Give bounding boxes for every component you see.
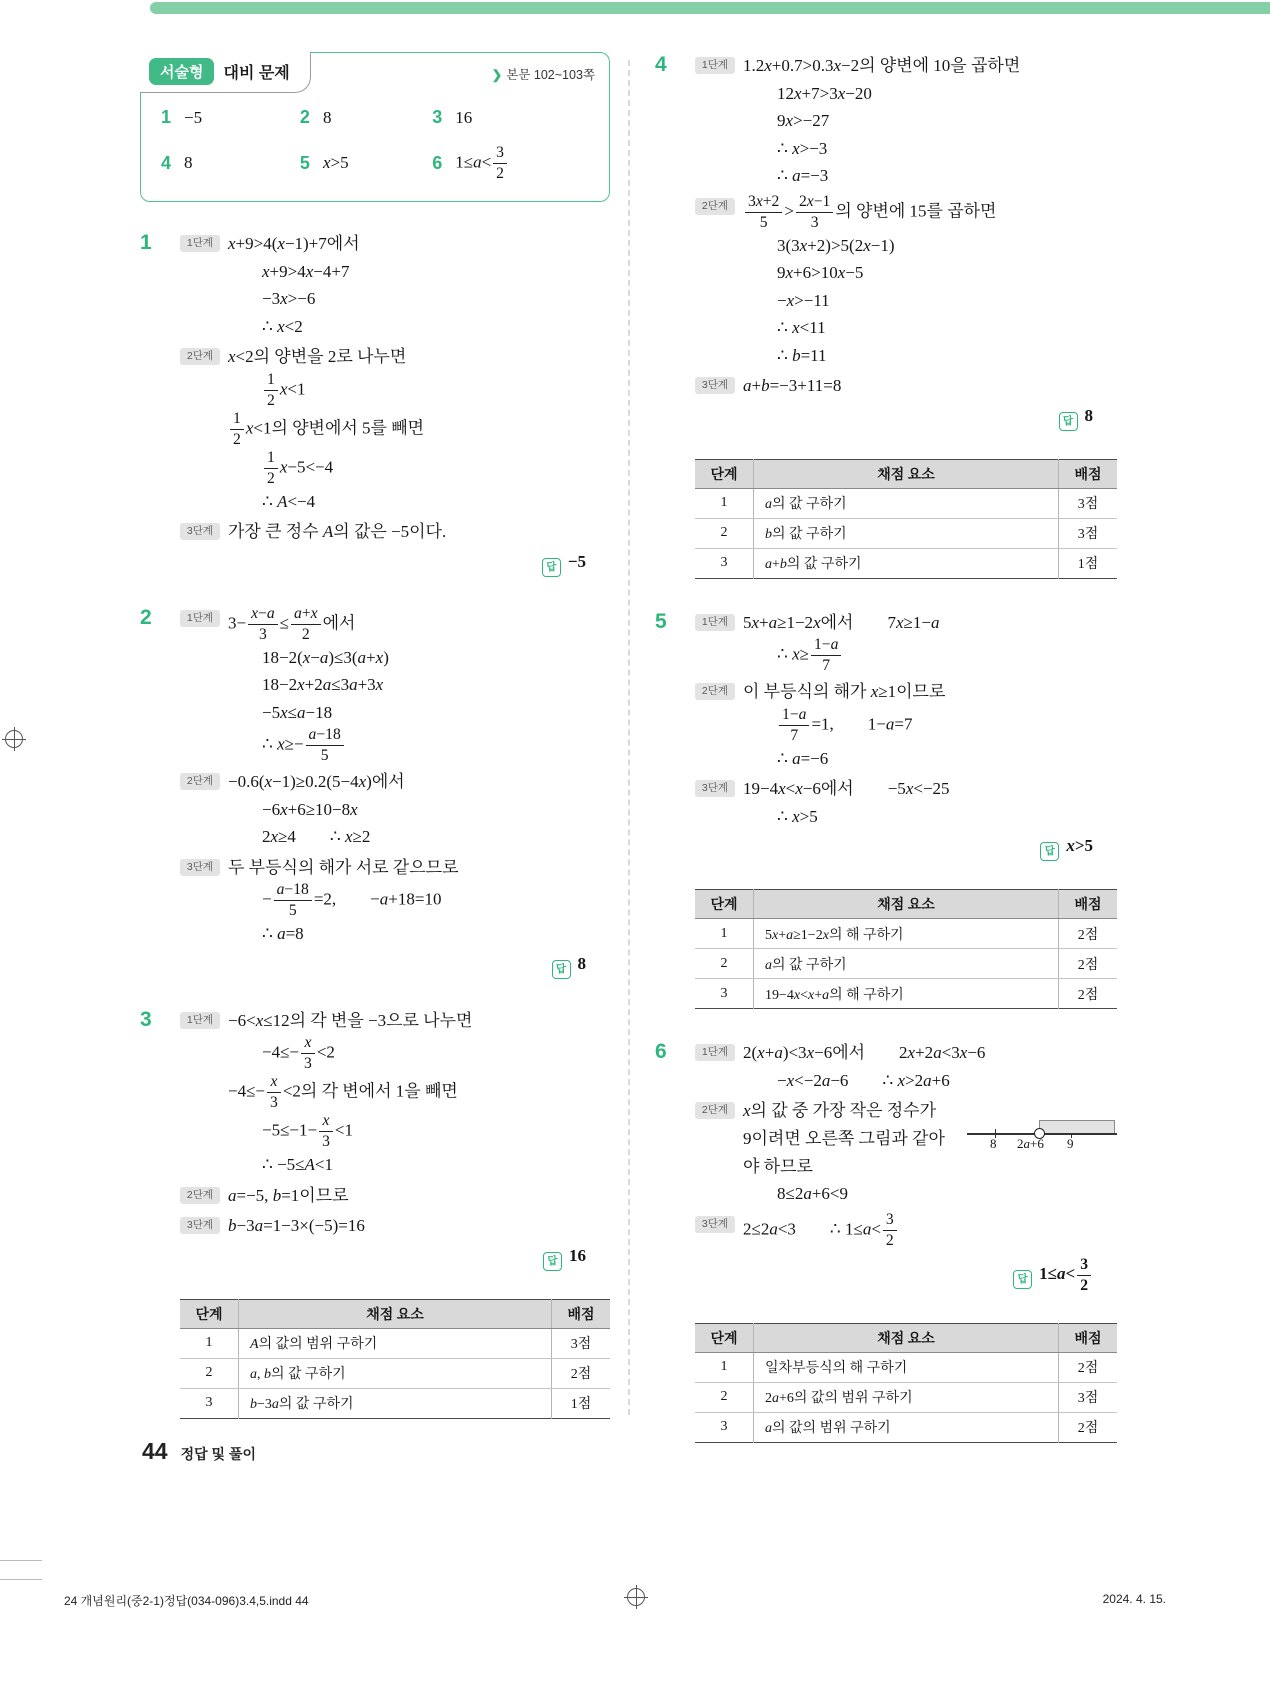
answer-value: 8 (577, 953, 586, 973)
solution-step (180, 605, 610, 766)
fraction: $\frac{a-18}{5}$ (274, 881, 312, 920)
math-line: x+9>4x−4+7 (262, 261, 350, 281)
rubric-row (695, 548, 1117, 578)
answer-icon: 답 (1040, 842, 1059, 861)
answer-value: 8 (184, 153, 193, 173)
answer-item (432, 144, 591, 183)
rubric-points: 2점 (1059, 919, 1118, 949)
math-line: −5≤−1− $\frac{x}{3}$ <1 (262, 1112, 353, 1151)
fraction: $\frac{x-a}{3}$ (248, 605, 278, 644)
answer-value: 8 (322, 107, 332, 127)
solution-step (180, 343, 610, 515)
page-footer (142, 1438, 256, 1465)
step-lines (228, 1182, 610, 1210)
step-lines (228, 343, 610, 515)
problem-number: 4 (655, 53, 667, 76)
math-line: $\frac{1}{2}$ x<1의 양변에서 5를 빼면 (228, 410, 610, 449)
step-badge: 2단계 (695, 198, 735, 215)
rubric-header-row (695, 459, 1117, 488)
step-badge: 1단계 (180, 610, 220, 627)
solution-step (180, 1007, 610, 1179)
math-line: 18−2x+2a≤3a+3x (262, 675, 384, 695)
answer-line (180, 552, 586, 577)
math-line: 12x+7>3x−20 (777, 83, 872, 103)
math-line: 3− $\frac{x-a}{3}$ ≤ $\frac{a+x}{2}$ 에서 (228, 604, 356, 643)
solution-step (695, 193, 1117, 370)
rubric-points: 3점 (1059, 518, 1118, 548)
fraction: $\frac{2x-1}{3}$ (796, 193, 833, 232)
step-lines (743, 372, 1117, 400)
step-lines (228, 1007, 610, 1179)
answer-number: 3 (432, 107, 443, 127)
math-line: ∴ a=8 (262, 924, 304, 944)
rubric-header-cell: 배점 (1059, 459, 1118, 488)
problem-4 (655, 52, 1117, 433)
rubric-row (695, 919, 1117, 949)
section-title: 대비 문제 (223, 65, 290, 82)
answer-icon: 답 (1013, 1270, 1032, 1289)
fraction: $\frac{x}{3}$ (267, 1073, 281, 1112)
rubric-header-cell: 채점 요소 (754, 890, 1059, 919)
problem-body (695, 609, 1117, 864)
fraction: $\frac{1-a}{7}$ (779, 706, 809, 745)
step-lines (743, 678, 1117, 772)
problem-2 (140, 605, 610, 981)
math-line: 9x+6>10x−5 (777, 263, 864, 283)
top-accent-bar (150, 2, 1270, 14)
step-badge: 1단계 (695, 57, 735, 74)
math-line: 1.2x+0.7>0.3x−2의 양변에 10을 곱하면 (743, 56, 1021, 75)
rubric-header-cell: 채점 요소 (754, 1323, 1059, 1352)
answer-line (695, 1256, 1093, 1295)
answer-number: 6 (432, 152, 443, 173)
rubric-header-cell: 단계 (180, 1299, 239, 1328)
rubric-criteria: a의 값의 범위 구하기 (754, 1412, 1059, 1442)
rubric-criteria: b의 값 구하기 (754, 518, 1059, 548)
answer-list (157, 107, 595, 183)
step-badge: 1단계 (180, 1012, 220, 1029)
solution-step (695, 775, 1117, 830)
solution-step (695, 678, 1117, 772)
answer-number: 1 (161, 107, 172, 127)
solution-step (695, 1097, 1117, 1207)
axis-label: 8 (990, 1136, 997, 1152)
rubric-step: 1 (180, 1328, 239, 1358)
rubric-header-row (695, 890, 1117, 919)
rubric-row (695, 488, 1117, 518)
math-line: 18−2(x−a)≤3(a+x) (262, 647, 389, 667)
rubric-points: 2점 (1059, 949, 1118, 979)
math-line: −4≤− $\frac{x}{3}$ <2의 각 변에서 1을 빼면 (228, 1073, 458, 1112)
fraction: $\frac{x}{3}$ (319, 1112, 333, 1151)
section-tab (140, 52, 311, 93)
step-badge: 2단계 (695, 683, 735, 700)
solution-step (695, 52, 1117, 190)
rubric-criteria: 5x+a≥1−2x의 해 구하기 (754, 919, 1059, 949)
page-reference (492, 65, 595, 83)
math-line: x<2의 양변을 2로 나누면 (228, 347, 407, 367)
rubric-criteria: 19−4x<x+a의 해 구하기 (754, 979, 1059, 1009)
math-line: ∴ b=11 (777, 345, 827, 365)
step-lines (228, 518, 610, 546)
answer-line (695, 406, 1093, 431)
step-badge: 1단계 (180, 235, 220, 252)
rubric-row (695, 1412, 1117, 1442)
step-lines (743, 609, 1117, 676)
math-line: 2x≥4 ∴ x≥2 (262, 827, 371, 847)
answer-icon: 답 (1059, 412, 1078, 431)
chevron-right-icon: ❯ (491, 68, 503, 82)
math-line: ∴ x<2 (262, 316, 303, 336)
step-badge: 3단계 (695, 780, 735, 797)
rubric-step: 3 (720, 555, 728, 571)
rubric-row (695, 1382, 1117, 1412)
problem-number: 3 (140, 1007, 152, 1031)
solution-step (695, 1211, 1117, 1250)
page-number: 44 (142, 1438, 168, 1464)
rubric-step: 2 (695, 1382, 754, 1412)
math-line: $\frac{3x+2}{5}$ > $\frac{2x-1}{3}$ 의 양변에 15를 곱하면 (743, 193, 1117, 232)
math-line: 9x>−27 (777, 111, 830, 131)
step-badge: 1단계 (695, 1044, 735, 1061)
answer-item (300, 107, 432, 128)
fraction: $\frac{a+x}{2}$ (291, 605, 321, 644)
math-line: 3(3x+2)>5(2x−1) (777, 235, 895, 255)
rubric-points: 2점 (1059, 1412, 1118, 1442)
grading-table (695, 459, 1117, 579)
problem-body (180, 605, 610, 981)
answer-line (180, 1246, 586, 1271)
solution-step (695, 372, 1117, 400)
rubric-table (180, 1299, 610, 1419)
math-line: −x<−2a−6 ∴ x>2a+6 (777, 1070, 950, 1090)
problem-number: 6 (655, 1040, 667, 1064)
rubric-row (180, 1388, 610, 1418)
answer-line (695, 836, 1093, 861)
step-lines (228, 605, 610, 766)
problem-1 (140, 230, 610, 579)
registration-bars (0, 1560, 42, 1580)
rubric-row (695, 949, 1117, 979)
rubric-criteria: a의 값 구하기 (754, 488, 1059, 518)
answer-value: x>5 (322, 153, 349, 173)
step-lines (743, 52, 1117, 190)
rubric-header-row (180, 1299, 610, 1328)
math-line: $\frac{1}{2}$ x<1 (262, 371, 610, 410)
step-lines (743, 1211, 1117, 1250)
answer-item (432, 107, 591, 128)
column-divider (628, 60, 630, 1415)
answer-value: 8 (1084, 405, 1093, 425)
page-reference-text: 본문 102~103쪽 (506, 68, 595, 82)
rubric-step: 2 (695, 518, 754, 548)
rubric-criteria: 2a+6의 값의 범위 구하기 (754, 1382, 1059, 1412)
math-line: −x>−11 (777, 290, 830, 310)
fraction: $\frac{a-18}{5}$ (306, 726, 344, 765)
step-lines (743, 1039, 1117, 1094)
solution-step (180, 854, 610, 948)
math-line: 5x+a≥1−2x에서 7x≥1−a (743, 612, 940, 632)
math-line: x의 값 중 가장 작은 정수가 (743, 1101, 937, 1121)
rubric-step: 2 (695, 949, 754, 979)
step-lines (743, 775, 1117, 830)
step-badge: 2단계 (180, 1187, 220, 1204)
problem-3 (140, 1007, 610, 1273)
rubric-step: 3 (720, 985, 728, 1001)
math-line: ∴ x≥− $\frac{a-18}{5}$ (262, 726, 610, 765)
answer-value: 1≤a< $\frac{3}{2}$ (1039, 1264, 1093, 1283)
solution-step (180, 1212, 610, 1240)
rubric-criteria: a+b의 값 구하기 (754, 548, 1059, 578)
step-lines (743, 193, 1117, 370)
rubric-step: 1 (695, 1352, 754, 1382)
step-lines (228, 854, 610, 948)
math-line: ∴ x≥ $\frac{1-a}{7}$ (777, 636, 1117, 675)
file-info: 24 개념원리(중2-1)정답(034-096)3.4,5.indd 44 (64, 1594, 309, 1608)
rubric-table (695, 459, 1117, 579)
registration-mark (5, 730, 23, 748)
rubric-step: 2 (180, 1358, 239, 1388)
fraction: $\frac{1}{2}$ (264, 449, 278, 488)
math-line: 야 하므로 (743, 1156, 813, 1176)
fraction: $\frac{3}{2}$ (883, 1211, 897, 1250)
step-badge: 3단계 (180, 523, 220, 540)
solution-step (180, 1182, 610, 1210)
math-line: 8≤2a+6<9 (777, 1184, 849, 1204)
step-badge: 2단계 (180, 773, 220, 790)
answer-summary-box (140, 52, 610, 202)
rubric-row (695, 1352, 1117, 1382)
problem-body (180, 1007, 610, 1273)
step-badge: 1단계 (695, 614, 735, 631)
math-line: ∴ A<−4 (262, 491, 316, 511)
math-line: 9이려면 오른쪽 그림과 같아 (743, 1129, 945, 1148)
rubric-header-cell: 단계 (695, 459, 754, 488)
grading-table (695, 889, 1117, 1009)
math-line: 이 부등식의 해가 x≥1이므로 (743, 682, 946, 702)
math-line: ∴ x>−3 (777, 138, 828, 158)
rubric-table (695, 1323, 1117, 1443)
rubric-header-cell: 단계 (695, 1323, 754, 1352)
answer-number: 5 (299, 152, 310, 173)
answer-value: x>5 (1066, 836, 1093, 856)
math-line: −4≤− $\frac{x}{3}$ <2 (262, 1034, 335, 1073)
math-line: 가장 큰 정수 A의 값은 −5이다. (228, 522, 447, 542)
rubric-row (180, 1358, 610, 1388)
rubric-header-cell: 배점 (1059, 1323, 1118, 1352)
math-line: ∴ x<11 (777, 318, 826, 338)
step-badge: 2단계 (695, 1102, 735, 1119)
rubric-header-cell: 배점 (552, 1299, 611, 1328)
fraction: $\frac{1-a}{7}$ (811, 636, 841, 675)
rubric-points: 2점 (552, 1358, 611, 1388)
fraction: $\frac{1}{2}$ (230, 410, 244, 449)
rubric-points: 1점 (1059, 548, 1118, 578)
math-line: 19−4x<x−6에서 −5x<−25 (743, 779, 950, 799)
answer-value: 1≤a< $\frac{3}{2}$ (455, 144, 509, 183)
solution-step (695, 609, 1117, 676)
math-line: ∴ a=−6 (777, 748, 829, 768)
math-line: ∴ −5≤A<1 (262, 1155, 333, 1175)
problem-number: 5 (655, 609, 667, 633)
problem-6 (655, 1039, 1117, 1296)
rubric-row (695, 518, 1117, 548)
step-lines (228, 230, 610, 340)
rubric-header-cell: 배점 (1059, 890, 1118, 919)
rubric-criteria: 일차부등식의 해 구하기 (754, 1352, 1059, 1382)
math-line: ∴ a=−3 (777, 166, 829, 186)
rubric-criteria: a의 값 구하기 (754, 949, 1059, 979)
section-badge: 서술형 (149, 58, 214, 85)
right-column (655, 52, 1117, 1473)
answer-number: 2 (299, 107, 310, 127)
rubric-header-row (695, 1323, 1117, 1352)
math-line: b−3a=1−3×(−5)=16 (228, 1216, 365, 1236)
step-lines (228, 1212, 610, 1240)
rubric-points: 3점 (1059, 1382, 1118, 1412)
axis-label: 2a+6 (1017, 1136, 1044, 1152)
solution-step (180, 230, 610, 340)
math-line: $\frac{1-a}{7}$ =1, 1−a=7 (777, 706, 1117, 745)
registration-mark (627, 1588, 645, 1606)
answer-icon: 답 (552, 960, 571, 979)
problem-5 (655, 609, 1117, 864)
left-column (140, 52, 610, 1449)
rubric-criteria: A의 값의 범위 구하기 (239, 1328, 552, 1358)
math-line: 2(x+a)<3x−6에서 2x+2a<3x−6 (743, 1043, 986, 1063)
math-line: x+9>4(x−1)+7에서 (228, 233, 360, 253)
rubric-points: 2점 (1059, 979, 1118, 1009)
fraction: $\frac{3}{2}$ (493, 144, 507, 183)
fraction: $\frac{1}{2}$ (264, 371, 278, 410)
answer-line (180, 954, 586, 979)
rubric-criteria: a, b의 값 구하기 (239, 1358, 552, 1388)
rubric-header-cell: 채점 요소 (754, 459, 1059, 488)
answer-item (300, 144, 432, 183)
math-line: −5x≤a−18 (262, 702, 333, 722)
rubric-header-cell: 채점 요소 (239, 1299, 552, 1328)
step-badge: 3단계 (695, 1216, 735, 1233)
math-line: $\frac{1}{2}$ x−5<−4 (262, 449, 610, 488)
rubric-points: 1점 (552, 1388, 611, 1418)
axis-label: 9 (1067, 1136, 1074, 1152)
answer-value: 16 (455, 107, 473, 127)
fraction: $\frac{3x+2}{5}$ (745, 193, 782, 232)
math-line: −0.6(x−1)≥0.2(5−4x)에서 (228, 772, 405, 792)
step-badge: 3단계 (695, 377, 735, 394)
fraction: $\frac{x}{3}$ (301, 1034, 315, 1073)
rubric-criteria: b−3a의 값 구하기 (239, 1388, 552, 1418)
math-line: ∴ x>5 (777, 806, 818, 826)
math-line: a+b=−3+11=8 (743, 376, 842, 396)
grading-table (180, 1299, 610, 1419)
rubric-points: 3점 (552, 1328, 611, 1358)
rubric-step: 3 (720, 1419, 728, 1435)
answer-icon: 답 (543, 1252, 562, 1271)
fraction: $\frac{3}{2}$ (1077, 1256, 1091, 1295)
rubric-step: 1 (695, 488, 754, 518)
step-lines (743, 1097, 1117, 1207)
answer-item (161, 144, 300, 183)
step-badge: 3단계 (180, 859, 220, 876)
problem-body (180, 230, 610, 579)
solution-step (180, 768, 610, 851)
rubric-row (695, 979, 1117, 1009)
print-date: 2024. 4. 15. (1102, 1592, 1166, 1606)
answer-value: 16 (569, 1245, 586, 1265)
problem-body (695, 1039, 1117, 1296)
rubric-row (180, 1328, 610, 1358)
math-line: 두 부등식의 해가 서로 같으므로 (228, 857, 459, 877)
answer-number: 4 (161, 152, 172, 173)
number-line-figure (967, 1103, 1117, 1155)
step-badge: 3단계 (180, 1217, 220, 1234)
rubric-points: 3점 (1059, 488, 1118, 518)
problem-body (695, 52, 1117, 433)
rubric-step: 1 (695, 919, 754, 949)
rubric-table (695, 889, 1117, 1009)
step-lines (228, 768, 610, 851)
step-badge: 2단계 (180, 348, 220, 365)
math-line: 2≤2a<3 ∴ 1≤a< $\frac{3}{2}$ (743, 1211, 1117, 1250)
solution-step (695, 1039, 1117, 1094)
solution-step (180, 518, 610, 546)
math-line: −3x>−6 (262, 289, 316, 309)
section-label: 정답 및 풀이 (180, 1446, 256, 1462)
grading-table (695, 1323, 1117, 1443)
rubric-points: 2점 (1059, 1352, 1118, 1382)
math-line: − $\frac{a-18}{5}$ =2, −a+18=10 (262, 881, 442, 920)
print-info (0, 1588, 1270, 1612)
math-line: −6x+6≥10−8x (262, 799, 358, 819)
rubric-header-cell: 단계 (695, 890, 754, 919)
rubric-step: 3 (205, 1395, 213, 1411)
math-line: a=−5, b=1이므로 (228, 1185, 349, 1205)
answer-value: −5 (567, 551, 586, 571)
answer-value: −5 (184, 107, 203, 127)
answer-icon: 답 (542, 558, 561, 577)
problem-number: 2 (140, 605, 152, 629)
problem-number: 1 (140, 230, 152, 254)
math-line: −6<x≤12의 각 변을 −3으로 나누면 (228, 1010, 473, 1030)
answer-item (161, 107, 300, 128)
